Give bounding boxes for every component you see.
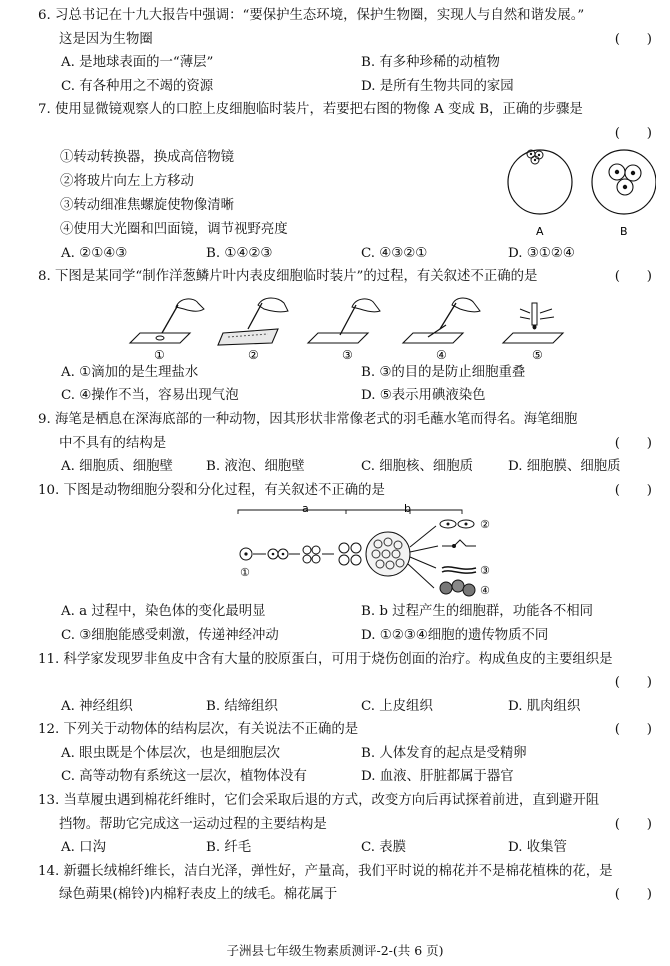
q11-option-a: A. 神经组织 [61, 698, 133, 714]
q6-stem: 6. 习总书记在十九大报告中强调：“要保护生态环境，保护生物圈，实现人与自然和谐发展。” [38, 8, 585, 23]
q9-option-d: D. 细胞膜、细胞质 [508, 459, 621, 475]
q7-microscope-figure [506, 142, 656, 242]
q8-slide-procedure-figure [128, 289, 588, 361]
step-label-4: ④ [436, 347, 447, 361]
exam-page [38, 4, 656, 907]
q13-option-b: B. 纤毛 [206, 840, 252, 856]
q13-option-a: A. 口沟 [61, 840, 106, 856]
q11-option-c: C. 上皮组织 [361, 698, 433, 714]
step-2-tissue-figure [218, 298, 288, 345]
q10-figure-block [38, 502, 656, 600]
cell-label-1: ① [240, 566, 250, 580]
q7-step-1: ①转动转换器，换成高倍物镜 [60, 149, 235, 165]
process-b-label: b [404, 502, 411, 516]
q8-answer-paren: ( ) [614, 269, 652, 285]
q9-option-c: C. 细胞核、细胞质 [361, 459, 474, 475]
q13-options-row [38, 836, 656, 860]
q7-answer-paren: ( ) [614, 125, 652, 141]
q6-option-d: D. 是所有生物共同的家园 [361, 78, 514, 94]
q8-stem: 8. 下图是某同学“制作洋葱鳞片叶内表皮细胞临时装片”的过程，有关叙述不正确的是 [38, 269, 538, 285]
q9-stem-line-2 [38, 432, 656, 456]
process-a-label: a [302, 502, 309, 516]
q7-steps-block [38, 146, 656, 242]
q6-option-b: B. 有多种珍稀的动植物 [361, 55, 500, 71]
q8-option-b: B. ③的目的是防止细胞重叠 [361, 364, 526, 380]
q6-options-row-2 [38, 75, 656, 99]
q6-option-a: A. 是地球表面的一“薄层” [61, 55, 214, 71]
step-4-cover-figure [403, 298, 480, 343]
step-label-2: ② [248, 347, 259, 361]
q6-options-row-1 [38, 51, 656, 75]
q6-stem-line-2 [38, 28, 656, 52]
q12-stem: 12. 下列关于动物体的结构层次，有关说法不正确的是 [38, 722, 359, 738]
step-1-drop-figure [130, 299, 204, 343]
page-footer: 子洲县七年级生物素质测评-2-(共 6 页) [226, 943, 444, 958]
q9-stem-line [38, 408, 656, 432]
q13-stem-line [38, 789, 656, 813]
q7-stem-line [38, 98, 656, 122]
q14-answer-paren: ( ) [614, 887, 652, 903]
q7-step-4: ④使用大光圈和凹面镜，调节视野亮度 [60, 221, 288, 237]
q13-answer-paren: ( ) [614, 816, 652, 832]
q12-option-c: C. 高等动物有系统这一层次，植物体没有 [61, 769, 307, 785]
step-label-3: ③ [342, 347, 353, 361]
q12-option-d: D. 血液、肝脏都属于器官 [361, 769, 514, 785]
q7-option-a: A. ②①④③ [61, 245, 128, 261]
q13-stem-line-2 [38, 813, 656, 837]
q12-option-a: A. 眼虫既是个体层次，也是细胞层次 [61, 745, 281, 761]
q8-stem-line [38, 265, 656, 289]
q11-option-d: D. 肌肉组织 [508, 698, 581, 714]
q10-stem-line [38, 479, 656, 503]
q8-option-d: D. ⑤表示用碘液染色 [361, 388, 486, 404]
q9-options-row [38, 455, 656, 479]
q10-option-c: C. ③细胞能感受刺激，传递神经冲动 [61, 627, 279, 643]
field-b-circle [592, 150, 656, 214]
q13-stem-cont: 挡物。帮助它完成这一运动过程的主要结构是 [59, 816, 327, 832]
q8-options-row-2 [38, 384, 656, 408]
step-3-spread-figure [308, 299, 380, 343]
q10-cell-division-figure [236, 502, 506, 600]
q11-stem: 11. 科学家发现罗非鱼皮中含有大量的胶原蛋白，可用于烧伤创面的治疗。构成鱼皮的主要组织是 [38, 651, 613, 667]
q11-options-row [38, 695, 656, 719]
q12-options-row-1 [38, 742, 656, 766]
q14-stem-line-2 [38, 883, 656, 907]
q11-stem-line [38, 648, 656, 672]
q11-option-b: B. 结缔组织 [206, 698, 278, 714]
step-label-1: ① [154, 347, 165, 361]
q7-step-3: ③转动细准焦螺旋使物像清晰 [60, 197, 235, 213]
q9-option-a: A. 细胞质、细胞壁 [61, 459, 173, 475]
q9-option-b: B. 液泡、细胞壁 [206, 459, 305, 475]
q7-step-2: ②将玻片向左上方移动 [60, 173, 194, 189]
q14-stem-cont: 绿色蒴果(棉铃)内棉籽表皮上的绒毛。棉花属于 [59, 887, 338, 903]
cell-label-4: ④ [480, 584, 490, 598]
cell-label-3: ③ [480, 564, 490, 578]
q8-figure-block [38, 289, 656, 361]
q7-option-c: C. ④③②① [361, 245, 428, 261]
q13-option-c: C. 表膜 [361, 840, 407, 856]
q6-answer-paren: ( ) [614, 31, 652, 47]
q8-options-row-1 [38, 361, 656, 385]
q12-options-row-2 [38, 765, 656, 789]
field-a-label: A [536, 224, 544, 238]
q10-option-b: B. b 过程产生的细胞群，功能各不相同 [361, 604, 594, 620]
q13-stem: 13. 当草履虫遇到棉花纤维时，它们会采取后退的方式，改变方向后再试探着前进，直到避开阻 [38, 793, 600, 809]
q6-stem-line [38, 4, 656, 28]
q7-options-row [38, 242, 656, 266]
step-label-5: ⑤ [532, 347, 543, 361]
q9-stem: 9. 海笔是栖息在深海底部的一种动物，因其形状非常像老式的羽毛蘸水笔而得名。海笔细胞 [38, 411, 578, 427]
q9-stem-cont: 中不具有的结构是 [59, 435, 167, 451]
q12-option-b: B. 人体发育的起点是受精卵 [361, 745, 527, 761]
q12-answer-paren: ( ) [614, 722, 652, 738]
q14-stem: 14. 新疆长绒棉纤维长，洁白光泽，弹性好，产量高，我们平时说的棉花并不是棉花植株的花，是 [38, 863, 613, 879]
q10-option-d: D. ①②③④细胞的遗传物质不同 [361, 627, 549, 643]
q13-option-d: D. 收集管 [508, 840, 567, 856]
q14-stem-line [38, 860, 656, 884]
step-5-stain-figure [503, 303, 563, 343]
q10-option-a: A. a 过程中，染色体的变化最明显 [61, 604, 266, 620]
cell-label-2: ② [480, 518, 490, 532]
q11-answer-paren: ( ) [614, 675, 652, 691]
q8-option-a: A. ①滴加的是生理盐水 [61, 364, 199, 380]
q11-paren-line [38, 671, 656, 695]
q7-option-b: B. ①④②③ [206, 245, 273, 261]
q9-answer-paren: ( ) [614, 435, 652, 451]
q7-option-d: D. ③①②④ [508, 245, 575, 261]
q10-options-row-1 [38, 600, 656, 624]
field-b-label: B [620, 224, 628, 238]
q12-stem-line [38, 718, 656, 742]
q10-answer-paren: ( ) [614, 482, 652, 498]
q7-stem: 7. 使用显微镜观察人的口腔上皮细胞临时装片，若要把右图的物像 A 变成 B，正确的步骤是 [38, 102, 583, 118]
q6-option-c: C. 有各种用之不竭的资源 [61, 78, 214, 94]
field-a-circle [508, 150, 572, 214]
q10-options-row-2 [38, 624, 656, 648]
q8-option-c: C. ④操作不当，容易出现气泡 [61, 388, 239, 404]
q6-stem-cont: 这是因为生物圈 [59, 31, 153, 47]
q10-stem: 10. 下图是动物细胞分裂和分化过程，有关叙述不正确的是 [38, 482, 385, 498]
